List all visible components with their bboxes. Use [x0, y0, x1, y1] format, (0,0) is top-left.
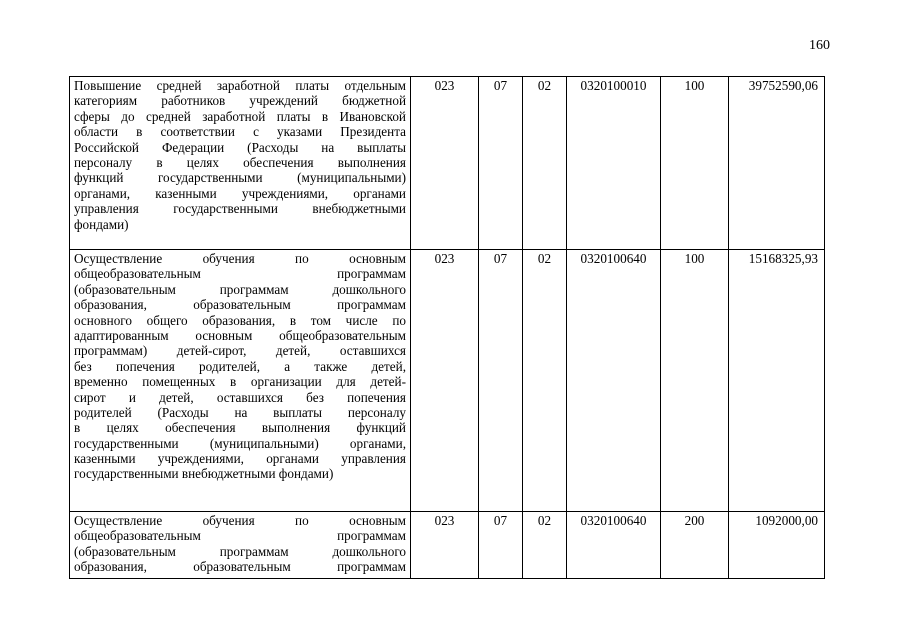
description-line: Российской Федерации (Расходы на выплаты [74, 139, 406, 155]
description-line: Осуществление обучения по основным [74, 251, 406, 266]
subsection-code: 02 [523, 77, 567, 250]
target-article-code: 0320100640 [567, 512, 661, 579]
expense-type-code: 100 [661, 77, 729, 250]
ministry-code: 023 [411, 250, 479, 512]
description-line: адаптированным основным общеобразовательным [74, 327, 406, 343]
amount: 15168325,93 [729, 250, 825, 512]
subsection-code: 02 [523, 250, 567, 512]
expense-type-code: 100 [661, 250, 729, 512]
description-line: общеобразовательным программам [74, 528, 406, 544]
table-row [70, 250, 825, 512]
description-line: Повышение средней заработной платы отдельным [74, 78, 406, 93]
table-row [70, 77, 825, 250]
description-line: общеобразовательным программам [74, 266, 406, 282]
description-line: (образовательным программам дошкольного [74, 281, 406, 297]
budget-table [69, 76, 825, 579]
amount: 1092000,00 [729, 512, 825, 579]
expense-description [70, 77, 411, 250]
description-line: сирот и детей, оставшихся без попечения [74, 389, 406, 405]
description-line: области в соответствии с указами Президента [74, 124, 406, 140]
target-article-code: 0320100010 [567, 77, 661, 250]
description-line: категориям работников учреждений бюджетной [74, 93, 406, 109]
description-line: в целях обеспечения выполнения функций [74, 420, 406, 436]
expense-type-code: 200 [661, 512, 729, 579]
amount: 39752590,06 [729, 77, 825, 250]
target-article-code: 0320100640 [567, 250, 661, 512]
description-line: образования, образовательным программам [74, 297, 406, 313]
description-line: государственными внебюджетными фондами) [74, 466, 334, 482]
description-line: (образовательным программам дошкольного [74, 543, 406, 559]
description-line: государственными (муниципальными) органами, [74, 435, 406, 451]
description-line: образования, образовательным программам [74, 559, 406, 575]
description-line: функций государственными (муниципальными) [74, 170, 406, 186]
table-row [70, 512, 825, 579]
section-code: 07 [479, 77, 523, 250]
description-line: программам) детей-сирот, детей, оставшихся [74, 343, 406, 359]
description-line: казенными учреждениями, органами управления [74, 451, 406, 467]
subsection-code: 02 [523, 512, 567, 579]
ministry-code: 023 [411, 77, 479, 250]
description-line: родителей (Расходы на выплаты персоналу [74, 404, 406, 420]
expense-description [70, 250, 411, 512]
description-line: управления государственными внебюджетными [74, 201, 406, 217]
section-code: 07 [479, 250, 523, 512]
ministry-code: 023 [411, 512, 479, 579]
description-line: временно помещенных в организации для детей- [74, 374, 406, 390]
description-line: без попечения родителей, а также детей, [74, 358, 406, 374]
description-line: персоналу в целях обеспечения выполнения [74, 154, 406, 170]
expense-description [70, 512, 411, 579]
description-line: сферы до средней заработной платы в Ивановской [74, 108, 406, 124]
description-line: органами, казенными учреждениями, органами [74, 185, 406, 201]
description-line: основного общего образования, в том числе по [74, 312, 406, 328]
section-code: 07 [479, 512, 523, 579]
description-line: фондами) [74, 216, 129, 232]
page-number: 160 [809, 38, 830, 53]
description-line: Осуществление обучения по основным [74, 513, 406, 528]
